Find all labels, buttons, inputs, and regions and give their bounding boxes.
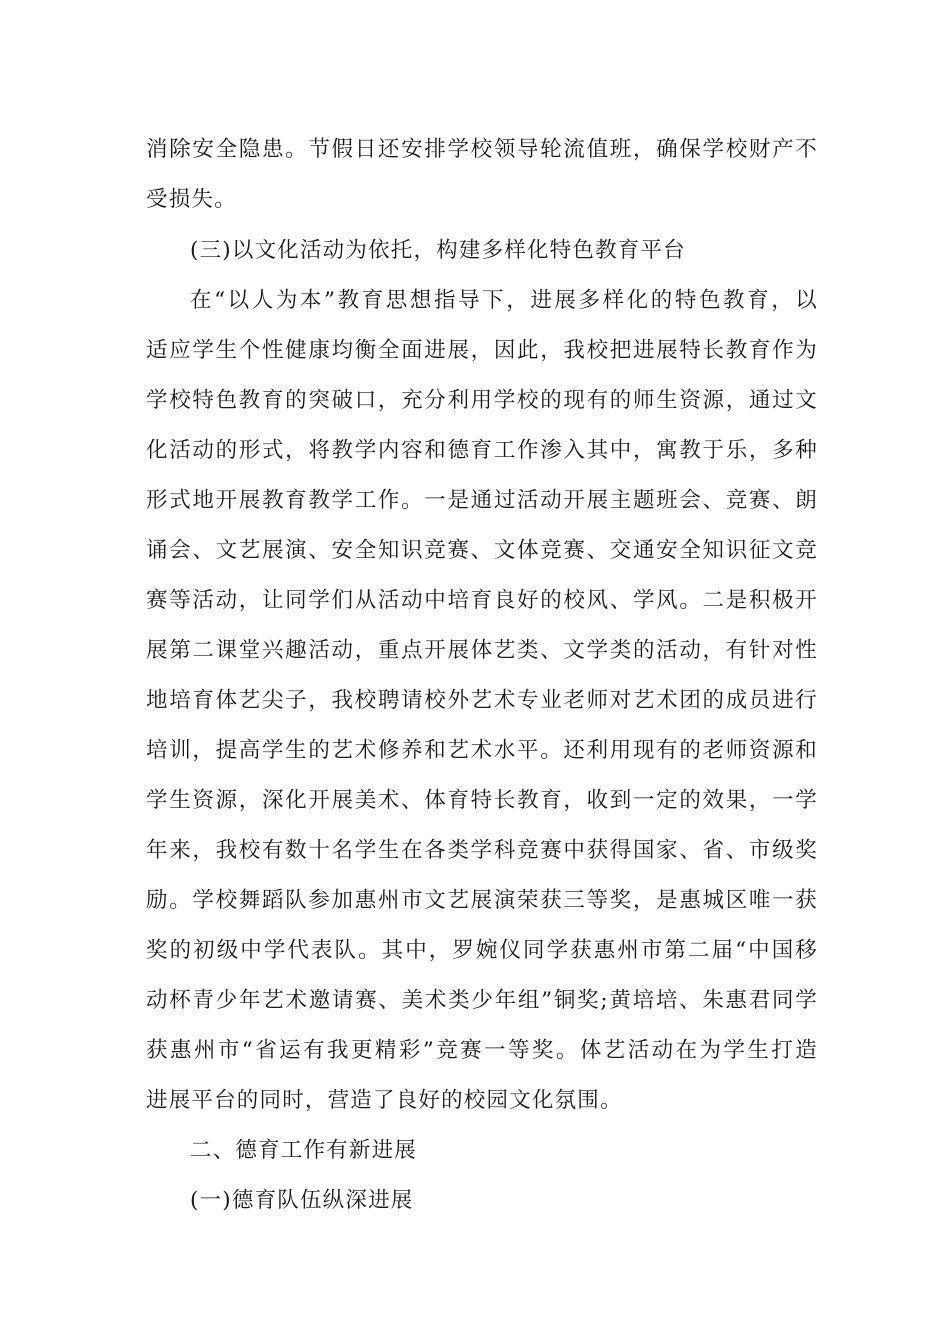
section-heading-one: (一)德育队伍纵深进展	[190, 1188, 414, 1213]
paragraph-line: 消除安全隐患。节假日还安排学校领导轮流值班，确保学校财产不	[146, 137, 818, 162]
paragraph-line: 学生资源，深化开展美术、体育特长教育，收到一定的效果，一学	[146, 788, 818, 813]
paragraph-line: 在“以人为本”教育思想指导下，进展多样化的特色教育，以	[190, 288, 818, 313]
paragraph-line: 动杯青少年艺术邀请赛、美术类少年组”铜奖;黄培培、朱惠君同学	[146, 988, 818, 1013]
paragraph-line: 地培育体艺尖子，我校聘请校外艺术专业老师对艺术团的成员进行	[146, 688, 818, 713]
paragraph-line: 培训，提高学生的艺术修养和艺术水平。还利用现有的老师资源和	[146, 738, 818, 763]
paragraph-line: 进展平台的同时，营造了良好的校园文化氛围。	[146, 1088, 623, 1113]
paragraph-line: 诵会、文艺展演、安全知识竞赛、文体竞赛、交通安全知识征文竞	[146, 538, 818, 563]
section-heading-two: 二、德育工作有新进展	[190, 1138, 418, 1163]
paragraph-line: 学校特色教育的突破口，充分利用学校的现有的师生资源，通过文	[146, 388, 818, 413]
paragraph-line: 受损失。	[146, 187, 237, 212]
paragraph-line: 奖的初级中学代表队。其中，罗婉仪同学获惠州市第二届“中国移	[146, 938, 818, 963]
paragraph-line: 化活动的形式，将教学内容和德育工作渗入其中，寓教于乐，多种	[146, 438, 818, 463]
paragraph-line: 赛等活动，让同学们从活动中培育良好的校风、学风。二是积极开	[146, 588, 818, 613]
section-heading-3: (三)以文化活动为依托，构建多样化特色教育平台	[190, 238, 686, 263]
paragraph-line: 获惠州市“省运有我更精彩”竞赛一等奖。体艺活动在为学生打造	[146, 1038, 818, 1063]
paragraph-line: 适应学生个性健康均衡全面进展，因此，我校把进展特长教育作为	[146, 338, 818, 363]
paragraph-line: 展第二课堂兴趣活动，重点开展体艺类、文学类的活动，有针对性	[146, 638, 818, 663]
paragraph-line: 形式地开展教育教学工作。一是通过活动开展主题班会、竞赛、朗	[146, 488, 818, 513]
paragraph-line: 励。学校舞蹈队参加惠州市文艺展演荣获三等奖，是惠城区唯一获	[146, 888, 818, 913]
paragraph-line: 年来，我校有数十名学生在各类学科竞赛中获得国家、省、市级奖	[146, 838, 818, 863]
